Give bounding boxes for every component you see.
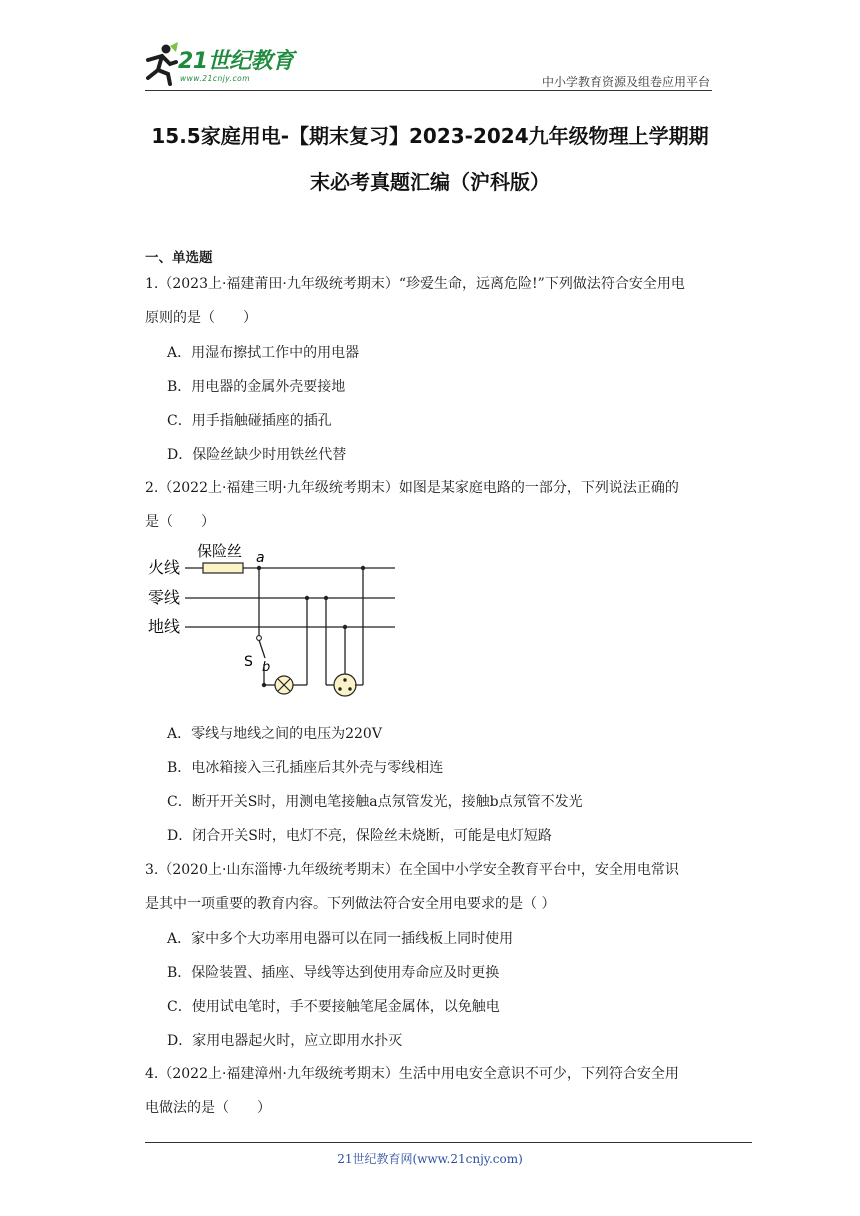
neutral-wire-label: 零线 — [148, 588, 181, 607]
point-a-label: a — [256, 550, 265, 566]
option-c: C．断开开关S时，用测电笔接触a点氖管发光，接触b点氖管不发光 — [167, 794, 583, 810]
question-2 — [145, 471, 725, 539]
header-divider — [145, 90, 712, 91]
lamp-icon — [275, 676, 293, 694]
option-b: B．用电器的金属外壳要接地 — [167, 379, 346, 395]
question-text: 是（ ） — [145, 514, 215, 530]
option-d: D．闭合开关S时，电灯不亮，保险丝未烧断，可能是电灯短路 — [167, 828, 552, 844]
circuit-diagram — [145, 540, 415, 700]
question-text: 1.（2023上·福建莆田·九年级统考期末）“珍爱生命，远离危险!”下列做法符合安全用电 — [145, 276, 685, 292]
option-c: C．使用试电笔时，手不要接触笔尾金属体，以免触电 — [167, 999, 500, 1015]
section-title: 一、单选题 — [145, 250, 213, 266]
question-3 — [145, 853, 725, 921]
ground-wire-label: 地线 — [148, 617, 181, 636]
option-b: B．电冰箱接入三孔插座后其外壳与零线相连 — [167, 760, 444, 776]
fuse-label: 保险丝 — [197, 542, 243, 560]
option-a: A．零线与地线之间的电压为220V — [167, 726, 382, 742]
fuse-icon — [203, 563, 243, 573]
site-logo — [140, 40, 310, 96]
question-1 — [145, 267, 725, 335]
point-b-label: b — [262, 660, 271, 675]
option-a: A．家中多个大功率用电器可以在同一插线板上同时使用 — [167, 931, 514, 947]
question-4 — [145, 1057, 725, 1125]
logo-text: 21世纪教育 — [178, 49, 294, 74]
option-a: A．用湿布擦拭工作中的用电器 — [167, 345, 360, 361]
switch-label: S — [244, 654, 253, 670]
footer-text: 21世纪教育网(www.21cnjy.com) — [337, 1152, 523, 1166]
title-line-1: 15.5家庭用电-【期末复习】2023-2024九年级物理上学期期 — [151, 124, 709, 148]
option-b: B．保险装置、插座、导线等达到使用寿命应及时更换 — [167, 965, 500, 981]
footer-divider — [145, 1142, 752, 1143]
question-text: 4.（2022上·福建漳州·九年级统考期末）生活中用电安全意识不可少，下列符合安全用 — [145, 1066, 679, 1082]
question-text: 电做法的是（ ） — [145, 1100, 271, 1116]
option-c: C．用手指触碰插座的插孔 — [167, 413, 332, 429]
title-line-2: 末必考真题汇编（沪科版） — [310, 170, 550, 194]
runner-logo-icon — [140, 42, 180, 86]
page-title — [140, 113, 720, 205]
header-platform-text: 中小学教育资源及组卷应用平台 — [541, 75, 710, 89]
switch-icon — [257, 636, 262, 641]
question-text: 3.（2020上·山东淄博·九年级统考期末）在全国中小学安全教育平台中，安全用电常识 — [145, 862, 679, 878]
logo-url: www.21cnjy.com — [180, 74, 251, 83]
option-d: D．保险丝缺少时用铁丝代替 — [167, 447, 347, 463]
live-wire-label: 火线 — [148, 558, 181, 577]
three-hole-socket-icon — [334, 674, 356, 696]
option-d: D．家用电器起火时，应立即用水扑灭 — [167, 1033, 403, 1049]
question-text: 2.（2022上·福建三明·九年级统考期末）如图是某家庭电路的一部分，下列说法正确的 — [145, 480, 679, 496]
question-text: 是其中一项重要的教育内容。下列做法符合安全用电要求的是（ ） — [145, 896, 556, 912]
question-text: 原则的是（ ） — [145, 310, 257, 326]
